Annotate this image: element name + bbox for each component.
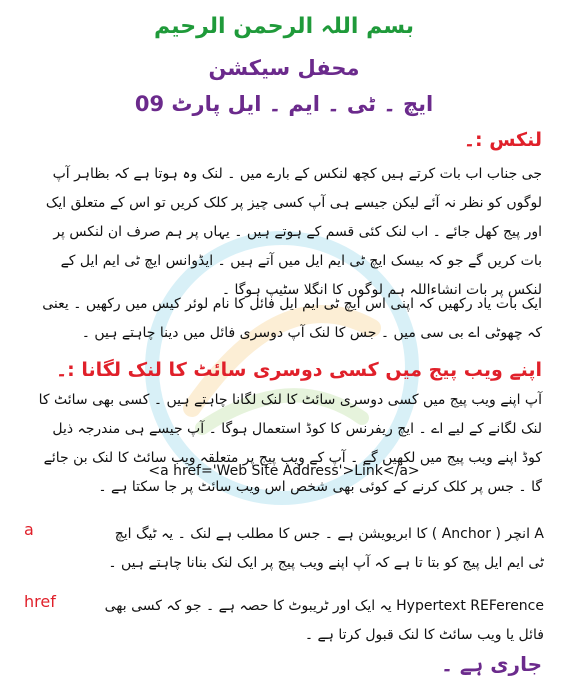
website-link-paragraph: آپ اپنے ویب پیج میں کسی دوسری سائٹ کا لنک لگانا چاہتے ہیں ۔ کسی بھی سائٹ کا لنک لگانے کے لیے اے ۔ ایچ ریفرنس کا کوڈ استعمال ہوگا ۔ آپ جیسے ہی مندرجہ ذیل کوڈ اپنے ویب پیج میں لکھیں گے ۔ آپ کے ویب پیج پر متعلقہ ویب سائٹ کا لنک بن جائے گا ۔ جس پر کلک کرنے کے کوئی بھی شخص اس ویب سائٹ پر جا سکتا ہے ۔ — [38, 392, 542, 495]
links-paragraph-2: ایک بات یاد رکھیں کہ اپنی اس ایچ ٹی ایم ایل فائل کا نام لوئر کیس میں رکھیں ۔ یعنی کہ چھوٹی اے بی سی میں ۔ جس کا لنک آپ دوسری فائل میں دینا چاہتے ہیں ۔ — [42, 296, 542, 341]
links-paragraph-1: جی جناب اب بات کرتے ہیں کچھ لنکس کے بارے میں ۔ لنک وہ ہوتا ہے کہ بظاہر آپ لوگوں کو نظر نہ آئے لیکن جیسے ہی آپ کسی چیز پر کلک کریں تو اس کے متعلق ایک اور پیج کھل جائے ۔ اب لنک کئی قسم کے ہوتے ہیں ۔ یہاں پر ہم صرف ان لنکس پر بات کریں گے جو کہ بیسک ایچ ٹی ایم ایل میں آتے ہیں ۔ ایڈوانس ایچ ٹی ایم ایل کے لنکس پر بات انشاءاللہ ہم لوگوں کا انگلا سٹیپ ہوگا ۔ — [45, 166, 542, 298]
definition-row — [24, 592, 544, 652]
part-title: ایچ ۔ ٹی ۔ ایم ۔ ایل پارٹ 09 — [134, 92, 434, 116]
definition-text: A انچر ( Anchor ) کا ابریویشن ہے ۔ جس کا مطلب ہے لنک ۔ یہ ٹیگ ایچ ٹی ایم ایل پیج کو بتا تا ہے کہ آپ اپنے ویب پیج پر ایک لنک بنانا چاہتے ہیں ۔ — [108, 526, 544, 571]
code-sample: <a href='Web Site Address'>Link</a> — [148, 463, 420, 479]
definition-term: href — [24, 592, 56, 611]
definition-term: a — [24, 520, 34, 539]
links-heading: لنکس :۔ — [463, 129, 542, 151]
continued-label: جاری ہے ۔ — [441, 652, 542, 676]
definition-text: Hypertext REFerence یہ ایک اور ٹریبوٹ کا حصہ ہے ۔ جو کہ کسی بھی فائل یا ویب سائٹ کا لنک قبول کرتا ہے ۔ — [104, 598, 544, 643]
website-link-heading: اپنے ویب پیج میں کسی دوسری سائٹ کا لنک لگانا :۔ — [56, 359, 542, 381]
definition-row — [24, 520, 544, 580]
bismillah-heading: بسم اللہ الرحمن الرحیم — [153, 14, 414, 39]
section-title: محفل سیکشن — [208, 56, 360, 80]
